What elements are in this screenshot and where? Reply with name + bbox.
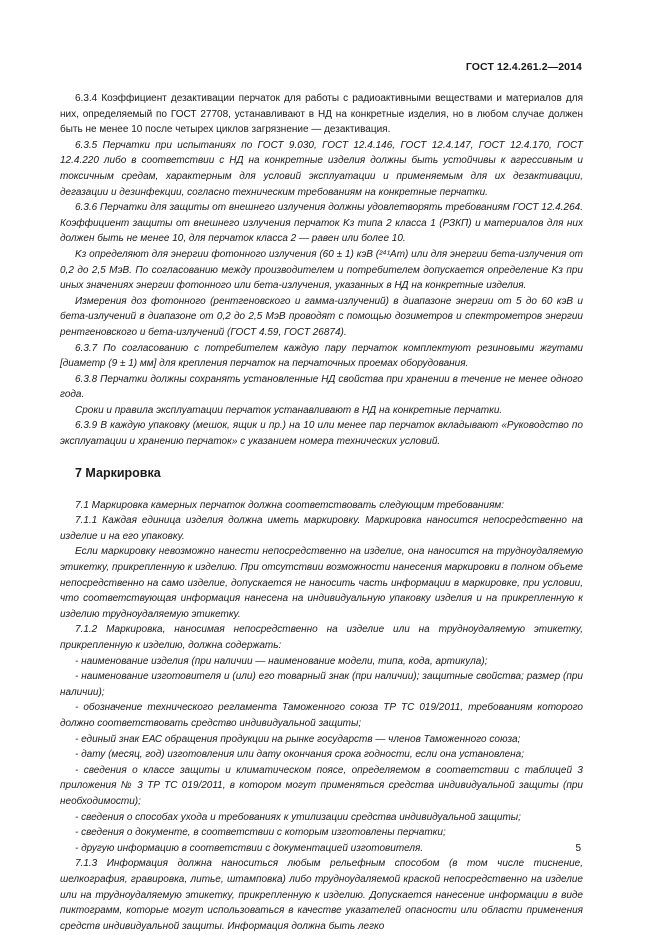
paragraph: 7.1.1 Каждая единица изделия должна иметь маркировку. Маркировка наносится непосредственно на изделие и на его упаковку. [60,515,583,542]
paragraph: 6.3.9 В каждую упаковку (мешок, ящик и пр.) на 10 или менее пар перчаток вкладывают «Руководство по эксплуатации и хранению перчаток» с указанием номера технических условий. [60,420,583,448]
paragraph: 6.3.7 По согласованию с потребителем каждую пару перчаток комплектуют резиновыми жгутами [диаметр (9 ± 1) мм] для крепления перчаток на перчаточных проемах оборудования. [60,342,583,370]
section-7-heading: 7 Маркировка [75,465,161,480]
paragraph: Kз определяют для энергии фотонного излучения (60 ± 1) кэВ (²⁴¹Am) или для энергии бета-излучения от 0,2 до 2,5 МэВ. По согласованию между производителем и потребителем допускается определение Kз при иных значениях энергии фотонного или бета-излучения, указанных в НД на конкретные изделия. [60,248,583,292]
paragraph: 6.3.5 Перчатки при испытаниях по ГОСТ 9.030, ГОСТ 12.4.146, ГОСТ 12.4.147, ГОСТ 12.4.170, ГОСТ 12.4.220 либо в соответствии с НД на конкретные изделия должны быть устойчивы к агрессивным и токсичным средам, характерным для условий эксплуатации и применяемым для их дезактивации, дегазации и дезинфекции, согласно техническим требованиям на конкретные перчатки. [60,139,583,198]
paragraph: Сроки и правила эксплуатации перчаток устанавливают в НД на конкретные перчатки. [75,404,503,416]
page-number: 5 [575,843,581,854]
paragraph: - единый знак ЕАС обращения продукции на рынке государств — членов Таможенного союза; [75,733,521,745]
paragraph: 7.1.3 Информация должна наноситься любым рельефным способом (в том числе тиснение, шелкография, гравировка, литье, штамповка) либо трудноудаляемой краской непосредственно на изделие или на трудноудаляемую этикетку, прикрепленную к изделию. Допускается нанесение информации в виде пиктограмм, которые могут использоваться в качестве указателей опасности или области применения средств индивидуальной защиты. Информация должна быть легко [60,858,583,932]
paragraph: 6.3.6 Перчатки для защиты от внешнего излучения должны удовлетворять требованиям ГОСТ 12.4.264. Коэффициент защиты от внешнего излучения перчаток Kз типа 2 класса 1 (РЗКП) и материалов для них должен быть не менее 10, для перчаток класса 2 — равен или более 10. [60,202,583,245]
section-7-body [60,498,583,935]
paragraph: - наименование изделия (при наличии — наименование модели, типа, кода, артикула); [75,655,488,667]
paragraph: - дату (месяц, год) изготовления или дату окончания срока годности, если она установлена; [75,749,524,761]
paragraph: - сведения о классе защиты и климатическом поясе, определяемом в соответствии с таблицей 3 приложения № 3 ТР ТС 019/2011, в котором могут применяться средства индивидуальной защиты (при необходимости); [60,764,583,807]
document-header: ГОСТ 12.4.261.2—2014 [465,61,582,73]
paragraph: - сведения о способах ухода и требованиях к утилизации средства индивидуальной защиты; [75,811,521,823]
paragraph: 6.3.4 Коэффициент дезактивации перчаток для работы с радиоактивными веществами и материалов для них, определяемый по ГОСТ 27708, устанавливают в НД на конкретные изделия, но в любом случае должен быть не менее 10 после четырех циклов загрязнение — дезактивация. [60,93,583,136]
section-6-continuation [60,91,583,450]
paragraph: Измерения доз фотонного (рентгеновского и гамма-излучений) в диапазоне энергии от 5 до 60 кэВ и бета-излучений в диапазоне от 0,2 до 2,5 МэВ проводят с помощью дозиметров и спектрометров энергии рентгеновского и бета-излучений (ГОСТ 4.59, ГОСТ 26874). [60,295,583,338]
paragraph: - обозначение технического регламента Таможенного союза ТР ТС 019/2011, требованиям которого должно соответствовать средство индивидуальной защиты; [60,702,583,729]
paragraph: - сведения о документе, в соответствии с которым изготовлены перчатки; [75,827,446,839]
document-body [60,91,583,934]
paragraph: 7.1 Маркировка камерных перчаток должна соответствовать следующим требованиям: [75,499,505,511]
paragraph: 6.3.8 Перчатки должны сохранять установленные НД свойства при хранении в течение не менее одного года. [60,373,583,401]
paragraph: - другую информацию в соответствии с документацией изготовителя. [75,842,424,854]
paragraph: Если маркировку невозможно нанести непосредственно на изделие, она наносится на трудноудаляемую этикетку, прикрепленную к изделию. При отсутствии возможности нанесения маркировки в полном объеме непосредственно на само изделие, допускается не наносить часть информации в маркировке, при условии, что соответствующая информация нанесена на индивидуальную упаковку изделия и на прикрепленную к изделию трудноудаляемую этикетку. [60,546,583,620]
paragraph: - наименование изготовителя и (или) его товарный знак (при наличии); защитные свойства; размер (при наличии); [60,671,583,698]
paragraph: 7.1.2 Маркировка, наносимая непосредственно на изделие или на трудноудаляемую этикетку, прикрепленную к изделию, должна содержать: [60,624,583,651]
